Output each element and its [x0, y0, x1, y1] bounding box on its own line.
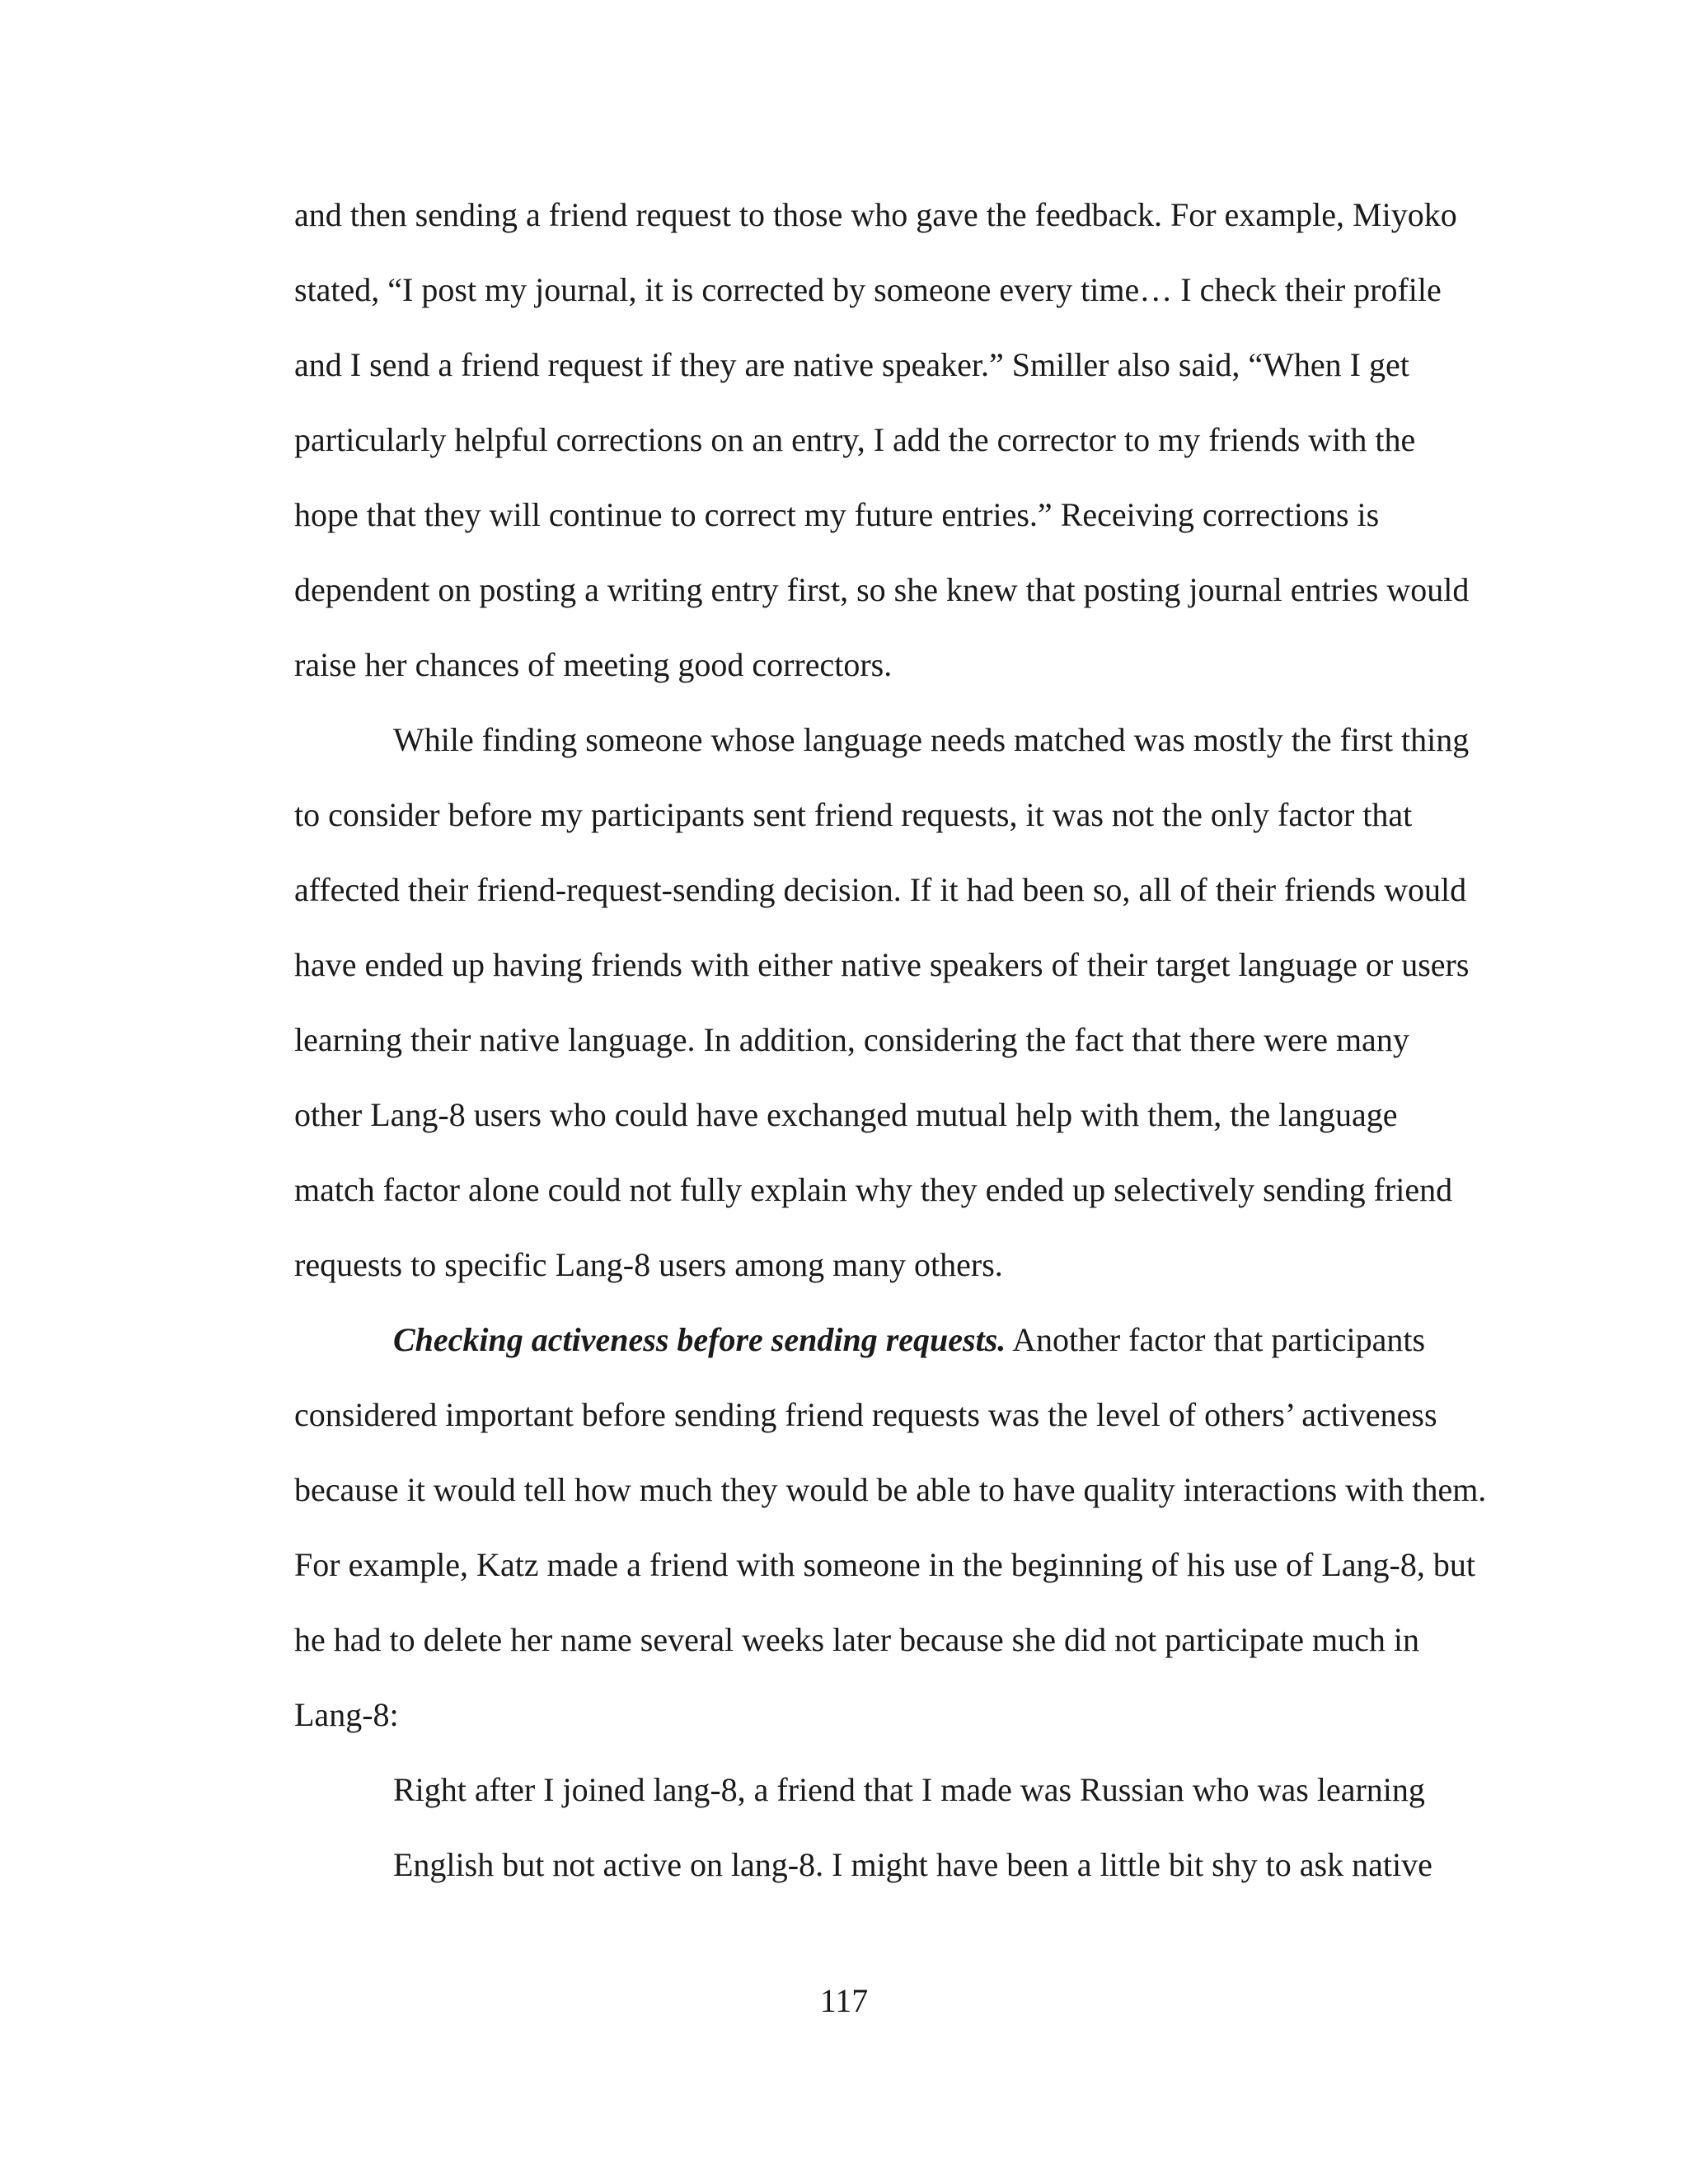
- text-line: to consider before my participants sent friend requests, it was not the only factor that: [294, 796, 1413, 833]
- page-number: 117: [819, 1982, 869, 2019]
- text-line: While finding someone whose language needs matched was mostly the first thing: [393, 721, 1470, 758]
- block-quote-line: Right after I joined lang-8, a friend that I made was Russian who was learning: [393, 1771, 1425, 1808]
- text-span: Another factor that participants: [1006, 1321, 1426, 1358]
- text-line: For example, Katz made a friend with someone in the beginning of his use of Lang-8, but: [294, 1546, 1475, 1583]
- text-line: match factor alone could not fully explain why they ended up selectively sending friend: [294, 1171, 1453, 1208]
- text-line: requests to specific Lang-8 users among many others.: [294, 1246, 1003, 1283]
- text-line: have ended up having friends with either native speakers of their target language or users: [294, 946, 1470, 983]
- text-line: [393, 1320, 1425, 1360]
- text-line: because it would tell how much they would be able to have quality interactions with them.: [294, 1471, 1487, 1508]
- text-line: particularly helpful corrections on an entry, I add the corrector to my friends with the: [294, 421, 1416, 458]
- text-line: stated, “I post my journal, it is corrected by someone every time… I check their profile: [294, 271, 1442, 308]
- text-line: affected their friend-request-sending decision. If it had been so, all of their friends would: [294, 871, 1467, 908]
- text-line: and I send a friend request if they are native speaker.” Smiller also said, “When I get: [294, 346, 1409, 383]
- section-heading: Checking activeness before sending requests.: [393, 1321, 1006, 1358]
- text-line: hope that they will continue to correct my future entries.” Receiving corrections is: [294, 496, 1380, 533]
- text-line: he had to delete her name several weeks later because she did not participate much in: [294, 1621, 1419, 1658]
- text-line: other Lang-8 users who could have exchanged mutual help with them, the language: [294, 1096, 1398, 1133]
- text-line: raise her chances of meeting good correctors.: [294, 646, 893, 683]
- text-line: dependent on posting a writing entry first, so she knew that posting journal entries would: [294, 571, 1470, 608]
- text-line: learning their native language. In addition, considering the fact that there were many: [294, 1021, 1409, 1058]
- block-quote-line: English but not active on lang-8. I might have been a little bit shy to ask native: [393, 1846, 1432, 1883]
- text-line: Lang-8:: [294, 1696, 399, 1733]
- text-line: considered important before sending friend requests was the level of others’ activeness: [294, 1396, 1437, 1433]
- text-line: and then sending a friend request to those who gave the feedback. For example, Miyoko: [294, 196, 1457, 233]
